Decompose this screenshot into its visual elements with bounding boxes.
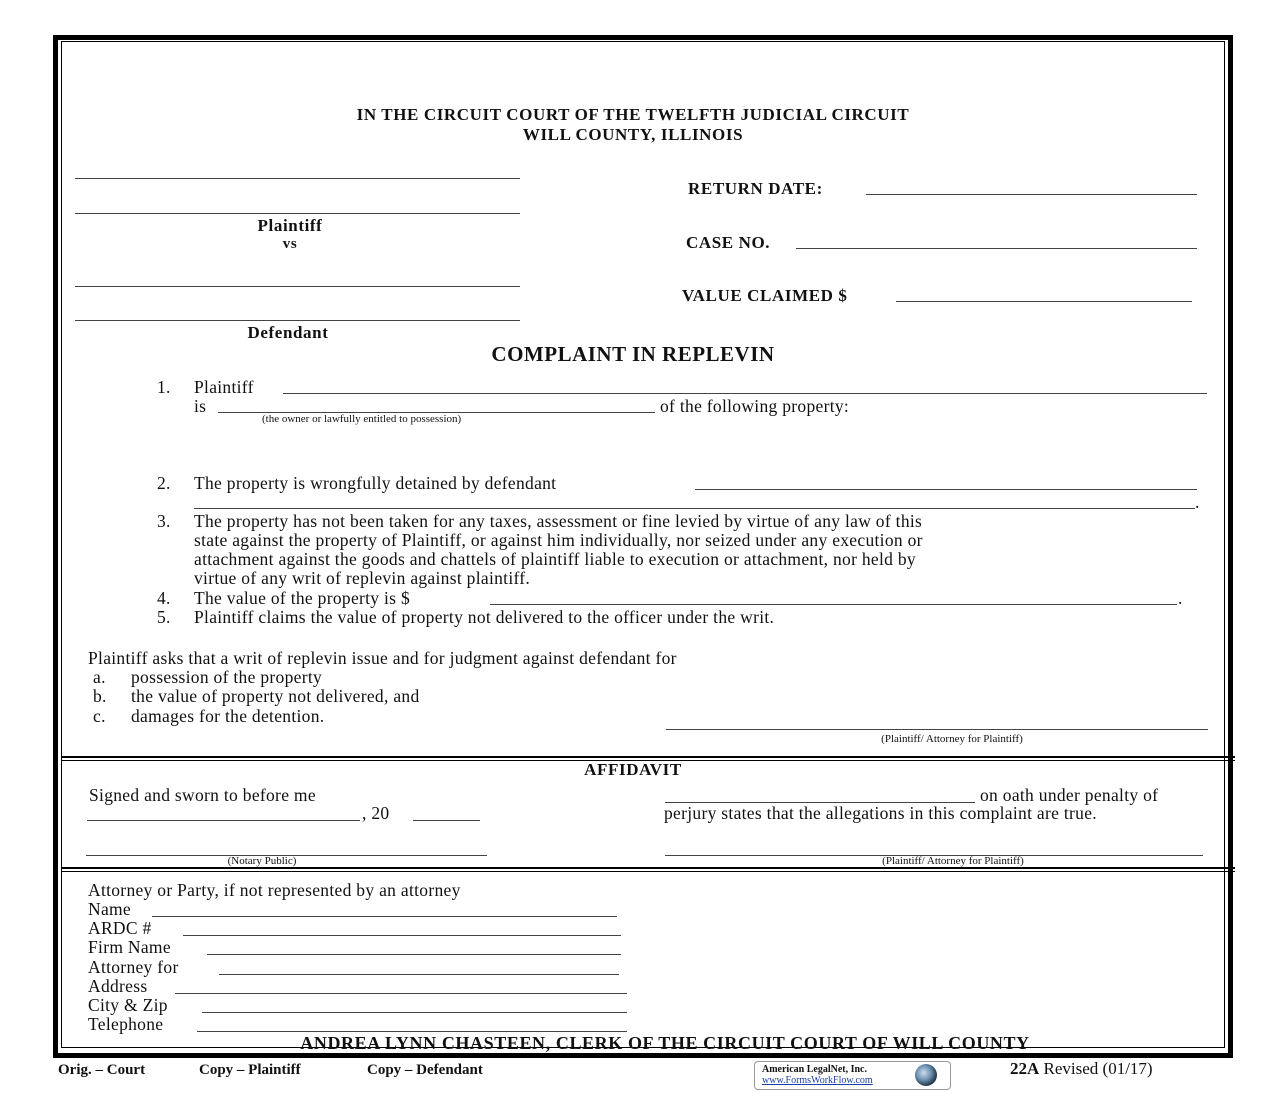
- value-claimed-label: VALUE CLAIMED $: [682, 286, 848, 305]
- city-zip-field[interactable]: [202, 1012, 627, 1013]
- prayer-letter: c.: [93, 706, 106, 726]
- globe-icon: [915, 1064, 937, 1086]
- attorney-for-field[interactable]: [219, 974, 619, 975]
- perjury-text: perjury states that the allegations in this complaint are true.: [664, 803, 1097, 823]
- attorney-field-label: Firm Name: [88, 937, 171, 957]
- signature-caption: (Plaintiff/ Attorney for Plaintiff): [882, 855, 1024, 867]
- item-2-text: The property is wrongfully detained by defendant: [194, 473, 557, 493]
- item-1-text: Plaintiff: [194, 377, 254, 397]
- ownership-caption: (the owner or lawfully entitled to possession): [262, 413, 462, 425]
- prayer-letter: b.: [93, 686, 107, 706]
- prayer-item: damages for the detention.: [131, 706, 325, 726]
- property-value-field[interactable]: [490, 604, 1177, 605]
- item-1-is: is: [194, 396, 207, 416]
- prayer-letter: a.: [93, 667, 106, 687]
- attorney-field-label: ARDC #: [88, 918, 152, 938]
- vs-label: vs: [282, 236, 298, 252]
- sworn-date-field[interactable]: [87, 820, 360, 821]
- attorney-field-label: Address: [88, 976, 148, 996]
- notary-caption: (Notary Public): [227, 855, 297, 867]
- oath-text: on oath under penalty of: [980, 785, 1159, 805]
- attorney-field-label: Name: [88, 899, 131, 919]
- item-3-line: state against the property of Plaintiff, or against him individually, nor seized under any execution or: [194, 530, 923, 550]
- firm-name-field[interactable]: [207, 954, 621, 955]
- clerk-name: ANDREA LYNN CHASTEEN, CLERK OF THE CIRCUIT COURT OF WILL COUNTY: [300, 1033, 1030, 1053]
- defendant-detain-field-2[interactable]: [194, 508, 1195, 509]
- attorney-field-label: Telephone: [88, 1014, 164, 1034]
- prayer-item: the value of property not delivered, and: [131, 686, 420, 706]
- prayer-intro: Plaintiff asks that a writ of replevin issue and for judgment against defendant for: [88, 648, 677, 668]
- period: .: [1178, 588, 1183, 608]
- case-no-field[interactable]: [796, 248, 1197, 249]
- plaintiff-name-line-1[interactable]: [75, 178, 520, 179]
- document-title: COMPLAINT IN REPLEVIN: [491, 342, 775, 366]
- american-legalnet-logo[interactable]: [754, 1061, 951, 1090]
- defendant-name-line-2[interactable]: [75, 320, 520, 321]
- signature-caption: (Plaintiff/ Attorney for Plaintiff): [881, 733, 1023, 745]
- form-number: [1010, 1059, 1153, 1079]
- attorney-field-label: Attorney for: [88, 957, 179, 977]
- attorney-name-field[interactable]: [152, 916, 617, 917]
- logo-company-name: American LegalNet, Inc.: [762, 1064, 867, 1075]
- plaintiff-name-line-2[interactable]: [75, 213, 520, 214]
- ardc-field[interactable]: [183, 935, 621, 936]
- court-heading: IN THE CIRCUIT COURT OF THE TWELFTH JUDICIAL CIRCUIT: [356, 105, 910, 124]
- value-claimed-field[interactable]: [896, 301, 1192, 302]
- defendant-label: Defendant: [247, 323, 329, 342]
- year-field[interactable]: [413, 820, 480, 821]
- attorney-intro: Attorney or Party, if not represented by an attorney: [88, 880, 461, 900]
- plaintiff-field[interactable]: [283, 393, 1207, 394]
- item-number: 1.: [157, 377, 171, 397]
- revision-date: Revised (01/17): [1043, 1059, 1153, 1078]
- item-5-text: Plaintiff claims the value of property not delivered to the officer under the writ.: [194, 607, 775, 627]
- return-date-label: RETURN DATE:: [688, 179, 823, 198]
- item-number: 2.: [157, 473, 171, 493]
- footer-orig: Orig. – Court: [58, 1062, 146, 1078]
- footer-copy-plaintiff: Copy – Plaintiff: [199, 1062, 301, 1078]
- item-number: 4.: [157, 588, 171, 608]
- item-3-line: The property has not been taken for any taxes, assessment or fine levied by virtue of any law of this: [194, 511, 923, 531]
- item-3-line: virtue of any writ of replevin against plaintiff.: [194, 568, 531, 588]
- signed-sworn-text: Signed and sworn to before me: [89, 785, 316, 805]
- item-number: 5.: [157, 607, 171, 627]
- year-prefix: , 20: [362, 803, 390, 823]
- address-field[interactable]: [175, 993, 627, 994]
- period: .: [1195, 492, 1200, 512]
- logo-url-link[interactable]: www.FormsWorkFlow.com: [762, 1075, 873, 1086]
- return-date-field[interactable]: [866, 194, 1197, 195]
- telephone-field[interactable]: [197, 1031, 627, 1032]
- defendant-name-line-1[interactable]: [75, 286, 520, 287]
- item-number: 3.: [157, 511, 171, 531]
- affidavit-title: AFFIDAVIT: [584, 760, 682, 779]
- prayer-item: possession of the property: [131, 667, 323, 687]
- defendant-detain-field[interactable]: [695, 489, 1197, 490]
- form-id: 22A: [1010, 1059, 1040, 1078]
- item-1-property: of the following property:: [660, 396, 850, 416]
- attorney-field-label: City & Zip: [88, 995, 168, 1015]
- plaintiff-label: Plaintiff: [257, 216, 323, 235]
- item-3-line: attachment against the goods and chattels of plaintiff liable to execution or attachment, nor held by: [194, 549, 916, 569]
- footer-copy-defendant: Copy – Defendant: [367, 1062, 483, 1078]
- case-no-label: CASE NO.: [686, 233, 771, 252]
- item-4-text: The value of the property is $: [194, 588, 411, 608]
- county-heading: WILL COUNTY, ILLINOIS: [522, 125, 744, 144]
